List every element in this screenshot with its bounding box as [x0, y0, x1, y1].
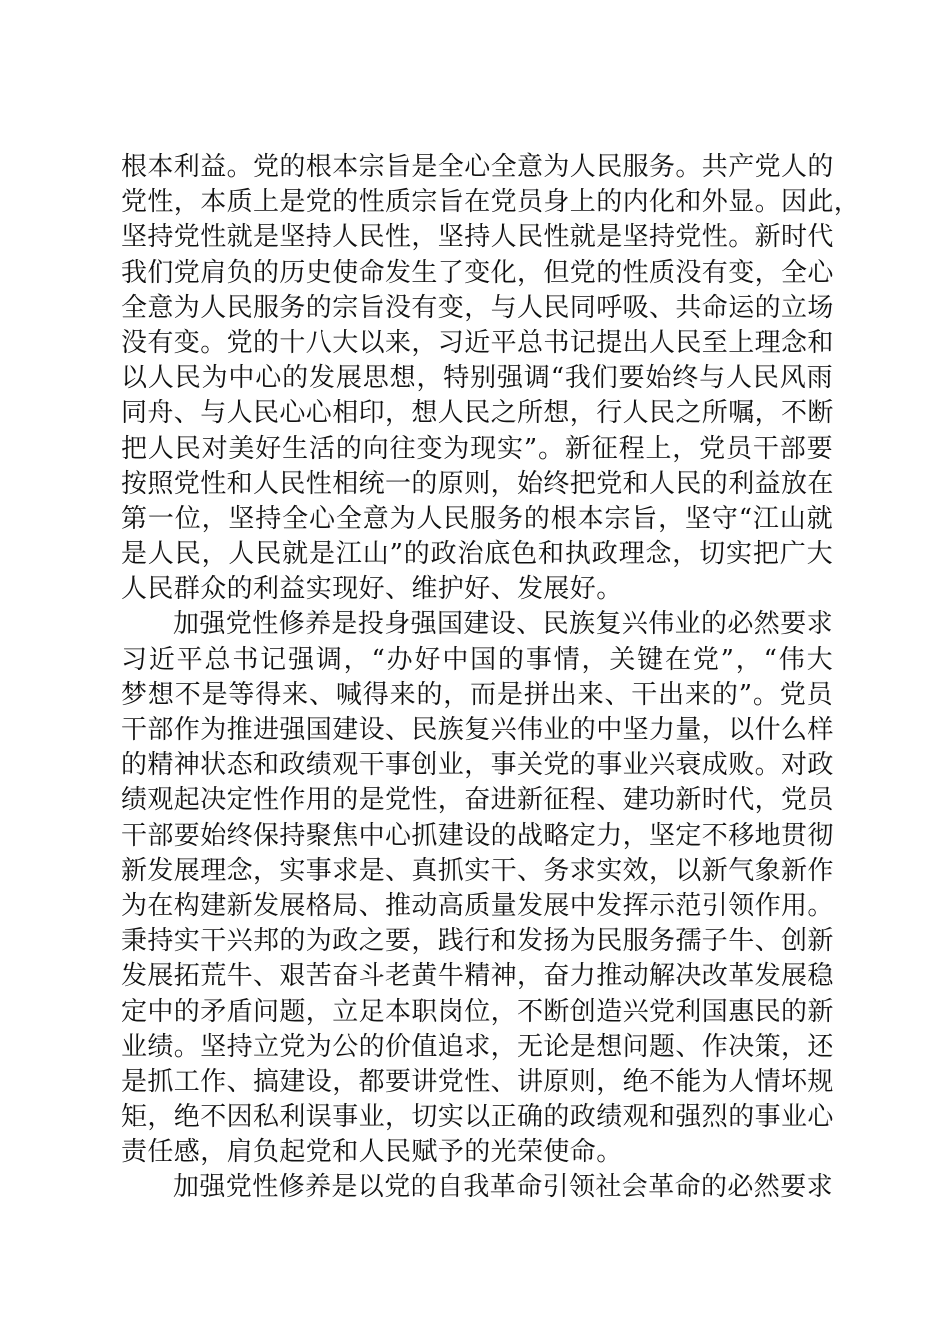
text-line: 是人民，人民就是江山”的政治底色和执政理念，切实把广大: [121, 539, 833, 570]
text-line: 发展拓荒牛、艰苦奋斗老黄牛精神，奋力推动解决改革发展稳: [121, 961, 834, 992]
body-text: [121, 150, 861, 1206]
text-line: 干部作为推进强国建设、民族复兴伟业的中坚力量，以什么样: [121, 715, 834, 745]
text-line: 是抓工作、搞建设，都要讲党性、讲原则，绝不能为人情坏规: [121, 1066, 834, 1097]
text-line: 党性，本质上是党的性质宗旨在党员身上的内化和外显。因此，: [121, 187, 861, 218]
text-line: 为在构建新发展格局、推动高质量发展中发挥示范引领作用。: [121, 890, 834, 921]
text-line: 新发展理念，实事求是、真抓实干、务求实效，以新气象新作: [121, 855, 834, 886]
text-line: 没有变。党的十八大以来，习近平总书记提出人民至上理念和: [121, 327, 834, 358]
text-line: 按照党性和人民性相统一的原则，始终把党和人民的利益放在: [121, 468, 834, 499]
text-line: 梦想不是等得来、喊得来的，而是拼出来、干出来的”。党员: [121, 679, 833, 710]
text-line: 把人民对美好生活的向往变为现实”。新征程上，党员干部要: [121, 433, 833, 464]
section-heading: 加强党性修养是以党的自我革命引领社会革命的必然要求: [173, 1172, 834, 1203]
text-line: 业绩。坚持立党为公的价值追求，无论是想问题、作决策，还: [121, 1031, 834, 1062]
text-line: 根本利益。党的根本宗旨是全心全意为人民服务。共产党人的: [121, 152, 834, 182]
text-line: 矩，绝不因私利误事业，切实以正确的政绩观和强烈的事业心: [121, 1102, 834, 1133]
text-line: 坚持党性就是坚持人民性，坚持人民性就是坚持党性。新时代: [121, 222, 834, 253]
text-line: 秉持实干兴邦的为政之要，践行和发扬为民服务孺子牛、创新: [121, 926, 834, 957]
text-line: 同舟、与人民心心相印，想人民之所想，行人民之所嘱，不断: [121, 398, 834, 429]
text-line: 定中的矛盾问题，立足本职岗位，不断创造兴党利国惠民的新: [121, 996, 834, 1027]
text-line: 人民群众的利益实现好、维护好、发展好。: [121, 574, 623, 605]
text-line: 习近平总书记强调，“办好中国的事情，关键在党”，“伟大: [121, 644, 833, 675]
text-line: 绩观起决定性作用的是党性，奋进新征程、建功新时代，党员: [121, 785, 834, 816]
section-heading: 加强党性修养是投身强国建设、民族复兴伟业的必然要求: [173, 609, 834, 640]
text-line: 第一位，坚持全心全意为人民服务的根本宗旨，坚守“江山就: [121, 503, 833, 534]
text-line: 干部要始终保持聚焦中心抓建设的战略定力，坚定不移地贯彻: [121, 820, 834, 851]
text-line: 我们党肩负的历史使命发生了变化，但党的性质没有变，全心: [121, 257, 834, 288]
text-line: 以人民为中心的发展思想，特别强调“我们要始终与人民风雨: [121, 363, 833, 394]
text-line: 责任感，肩负起党和人民赋予的光荣使命。: [121, 1137, 623, 1168]
text-line: 全意为人民服务的宗旨没有变，与人民同呼吸、共命运的立场: [121, 292, 834, 323]
text-line: 的精神状态和政绩观干事创业，事关党的事业兴衰成败。对政: [121, 750, 834, 781]
